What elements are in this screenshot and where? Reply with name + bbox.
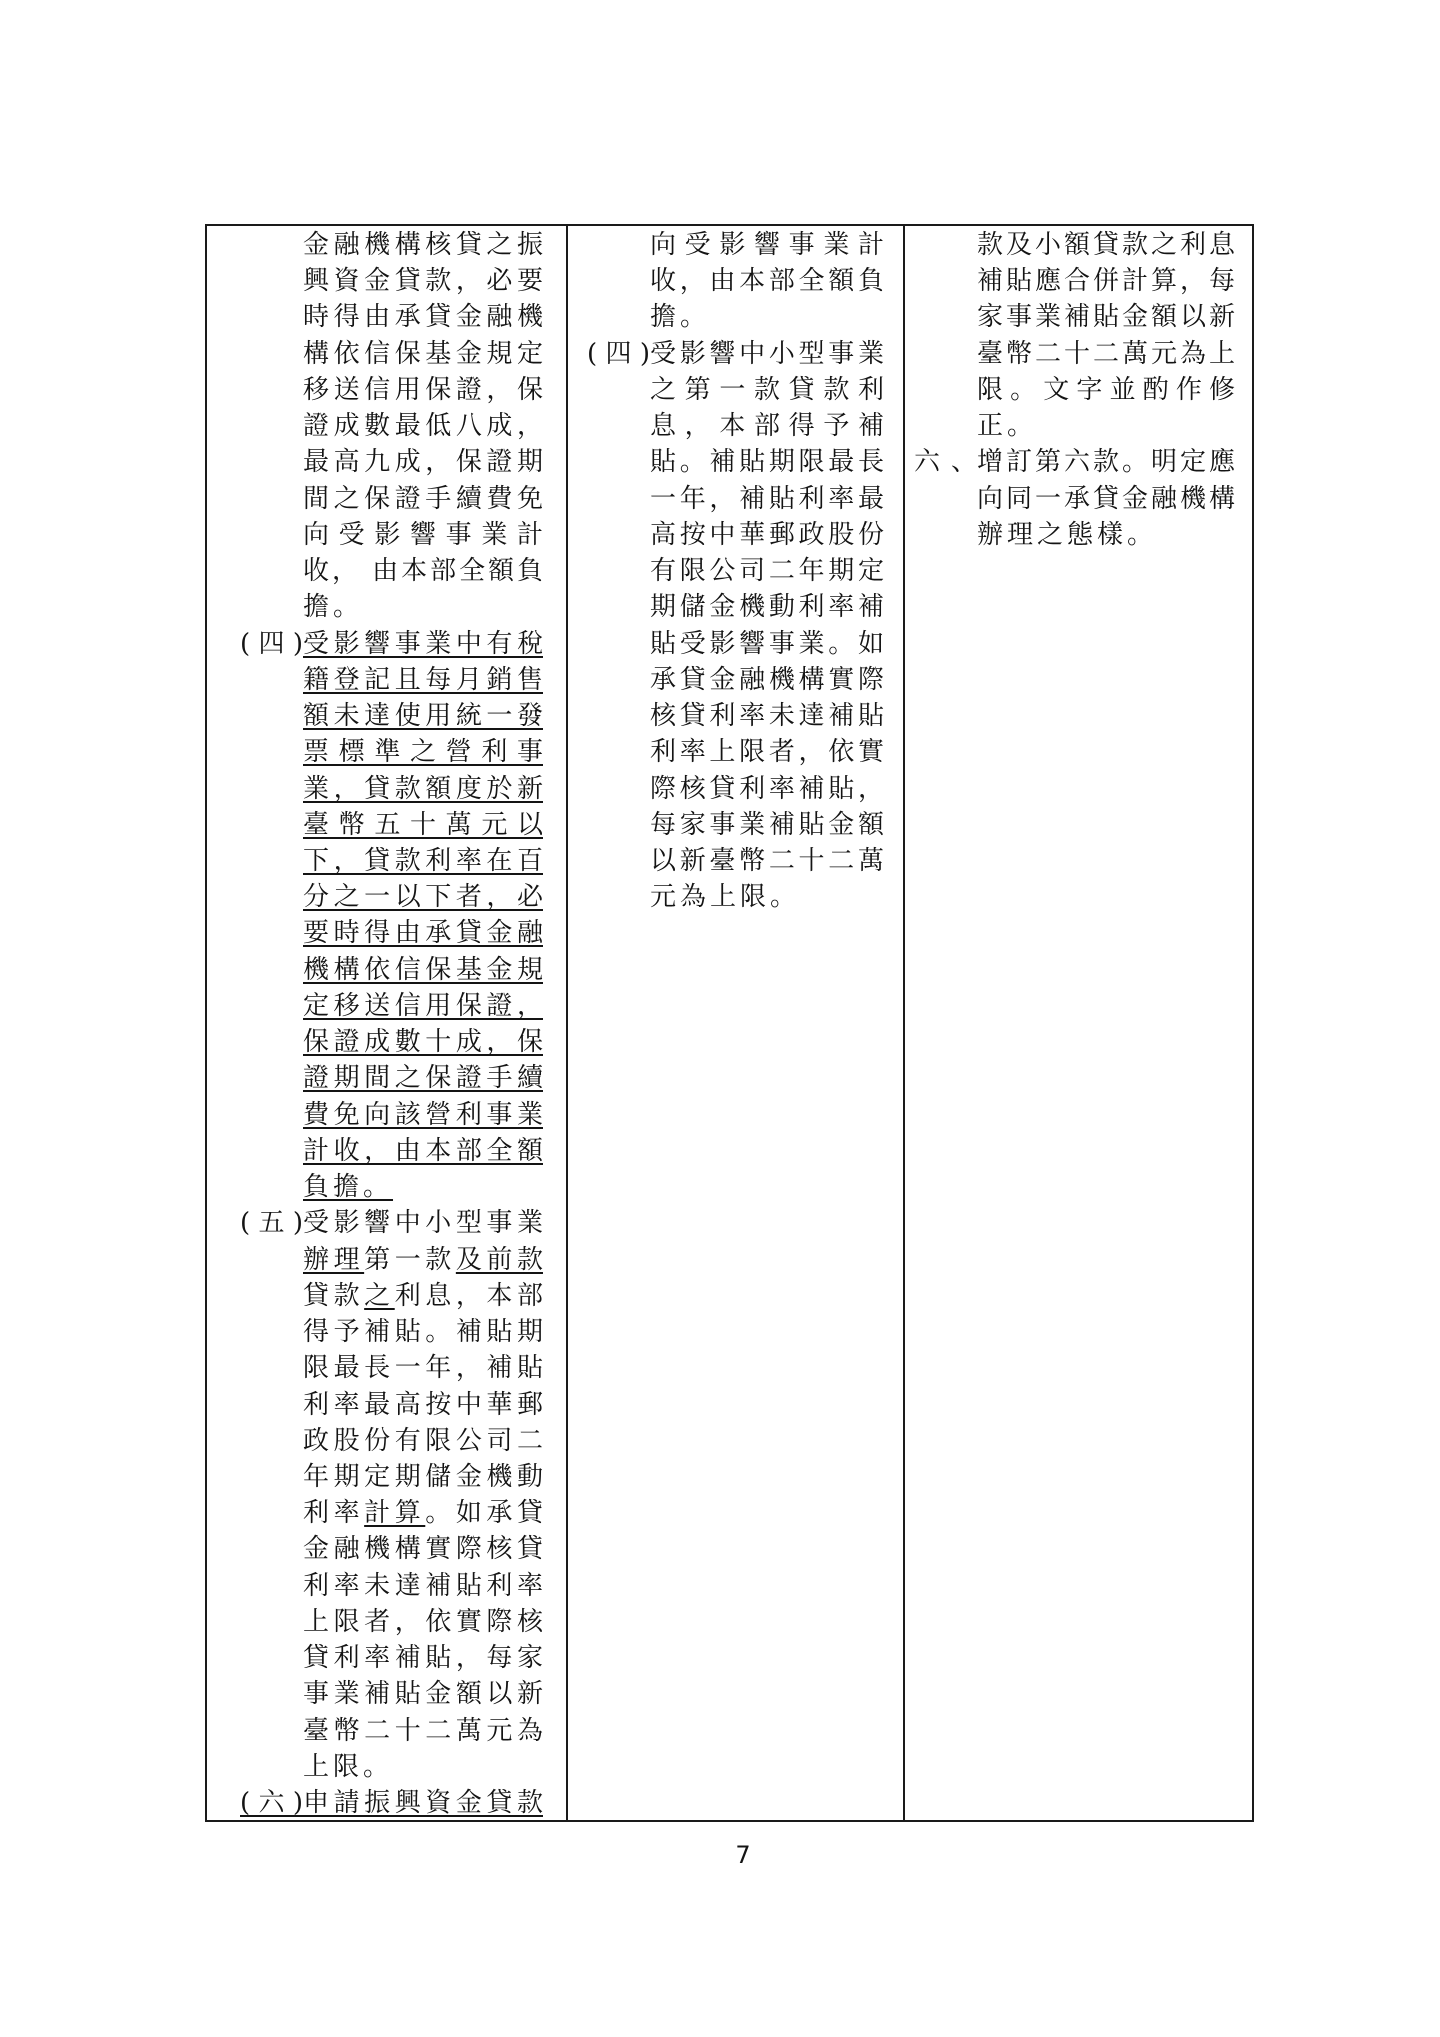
underlined-text: 辦理 <box>303 1244 365 1275</box>
text-line: 上限。 <box>303 1751 394 1782</box>
underlined-text: 及前款 <box>455 1244 543 1275</box>
text-segment: 利率 <box>303 1498 365 1529</box>
underlined-text: 之 <box>364 1280 395 1311</box>
text-line <box>240 1205 543 1241</box>
text-line: 限。文字並酌作修 <box>977 374 1235 405</box>
text-line: 每家事業補貼金額 <box>650 809 884 840</box>
text-line: 得予補貼。補貼期 <box>303 1317 543 1348</box>
text-line: 時得由承貸金融機 <box>303 302 543 333</box>
text-line: 正。 <box>977 411 1038 442</box>
underlined-text: 計算 <box>364 1498 426 1529</box>
text-line: 期儲金機動利率補 <box>650 592 884 623</box>
underlined-text-line: 分之一以下者，必 <box>303 882 543 913</box>
underlined-text-line: 臺幣五十萬元以 <box>303 809 543 840</box>
text-line: 貸利率補貼，每家 <box>303 1643 543 1674</box>
text-line <box>303 1242 543 1278</box>
page-number: 7 <box>735 1841 751 1869</box>
underlined-text-line: 費免向該營利事業 <box>303 1099 543 1130</box>
text-line: 事業補貼金額以新 <box>303 1679 543 1710</box>
item-label: (四) <box>240 628 303 659</box>
item-label: (六) <box>240 1788 303 1819</box>
item-label: 六、 <box>914 447 977 478</box>
underlined-text-line: 下，貸款利率在百 <box>303 845 543 876</box>
text-line: 核貸利率未達補貼 <box>650 701 884 732</box>
text-line <box>587 336 884 372</box>
column-divider <box>566 226 568 1820</box>
text-line <box>914 444 1235 480</box>
underlined-text: 申請振興資金貸款 <box>303 1788 543 1819</box>
text-line <box>240 626 543 662</box>
text-line: 向受影響事業計 <box>650 230 884 260</box>
item-label: (五) <box>240 1208 303 1239</box>
text-line <box>240 1785 543 1821</box>
text-line: 有限公司二年期定 <box>650 556 884 587</box>
underlined-text: 受影響事業中有稅 <box>303 628 543 659</box>
text-line: 向受影響事業計 <box>303 519 543 550</box>
text-line: 利率最高按中華郵 <box>303 1389 543 1420</box>
underlined-text-line: 要時得由承貸金融 <box>303 918 543 949</box>
text-line: 政股份有限公司二 <box>303 1425 543 1456</box>
text-line: 間之保證手續費免 <box>303 483 543 514</box>
text-segment: 受影響中小型事業 <box>650 338 884 369</box>
text-line: 息，本部得予補 <box>650 411 884 442</box>
text-line: 以新臺幣二十二萬 <box>650 845 884 876</box>
underlined-text-line: 額未達使用統一發 <box>303 701 543 732</box>
explanation-column <box>914 227 1235 553</box>
text-line: 一年，補貼利率最 <box>650 483 884 514</box>
text-line: 限最長一年，補貼 <box>303 1353 543 1384</box>
text-line: 利率未達補貼利率 <box>303 1570 543 1601</box>
text-line: 貼。補貼期限最長 <box>650 447 884 478</box>
text-line <box>303 1495 543 1531</box>
underlined-text-line: 業，貸款額度於新 <box>303 773 543 804</box>
text-line: 收，由本部全額負 <box>650 266 884 297</box>
text-line: 高按中華郵政股份 <box>650 519 884 550</box>
text-line: 移送信用保證，保 <box>303 374 543 405</box>
underlined-text-line: 計收，由本部全額 <box>303 1135 543 1166</box>
text-line: 最高九成，保證期 <box>303 447 543 478</box>
amended-provisions-column <box>240 227 543 1821</box>
underlined-text-line: 機構依信保基金規 <box>303 954 543 985</box>
text-line: 之第一款貸款利 <box>650 374 884 405</box>
underlined-text-line: 證期間之保證手續 <box>303 1063 543 1094</box>
text-line: 擔。 <box>650 302 711 333</box>
column-divider <box>903 226 905 1820</box>
text-line: 臺幣二十二萬元為 <box>303 1715 543 1746</box>
text-line: 收， 由本部全額負 <box>303 556 543 587</box>
underlined-text-line: 定移送信用保證， <box>303 990 543 1021</box>
text-line: 構依信保基金規定 <box>303 338 543 369</box>
underlined-text-line: 票標準之營利事 <box>303 737 543 768</box>
text-segment: 貸款 <box>303 1280 365 1311</box>
underlined-text-line: 保證成數十成，保 <box>303 1027 543 1058</box>
text-line: 金融機構核貸之振 <box>303 230 543 260</box>
text-line: 上限者，依實際核 <box>303 1606 543 1637</box>
text-segment: 受影響中小型事業 <box>303 1208 543 1239</box>
text-line: 臺幣二十二萬元為上 <box>977 338 1235 369</box>
text-line: 金融機構實際核貸 <box>303 1534 543 1565</box>
text-line: 擔。 <box>303 592 364 623</box>
text-line: 辦理之態樣。 <box>977 519 1158 550</box>
text-line: 證成數最低八成， <box>303 411 543 442</box>
text-segment: 利息，本部 <box>394 1280 543 1311</box>
text-line: 家事業補貼金額以新 <box>977 302 1235 333</box>
text-segment: 增訂第六款。明定應 <box>977 447 1235 478</box>
text-segment: 。如承貸 <box>425 1498 543 1529</box>
text-line: 際核貸利率補貼， <box>650 773 884 804</box>
text-line: 款及小額貸款之利息 <box>977 230 1235 260</box>
text-line: 年期定期儲金機動 <box>303 1461 543 1492</box>
current-provisions-column <box>587 227 884 915</box>
underlined-text-line: 籍登記且每月銷售 <box>303 664 543 695</box>
text-line: 補貼應合併計算，每 <box>977 266 1235 297</box>
text-line: 興資金貸款，必要 <box>303 266 543 297</box>
text-line: 承貸金融機構實際 <box>650 664 884 695</box>
text-segment: 第一款 <box>364 1244 456 1275</box>
underlined-text-line: 負擔。 <box>303 1172 394 1203</box>
text-line: 元為上限。 <box>650 882 801 913</box>
text-line <box>303 1278 543 1314</box>
text-line: 利率上限者，依實 <box>650 737 884 768</box>
item-label: (四) <box>587 338 650 369</box>
text-line: 貼受影響事業。如 <box>650 628 884 659</box>
text-line: 向同一承貸金融機構 <box>977 483 1235 514</box>
